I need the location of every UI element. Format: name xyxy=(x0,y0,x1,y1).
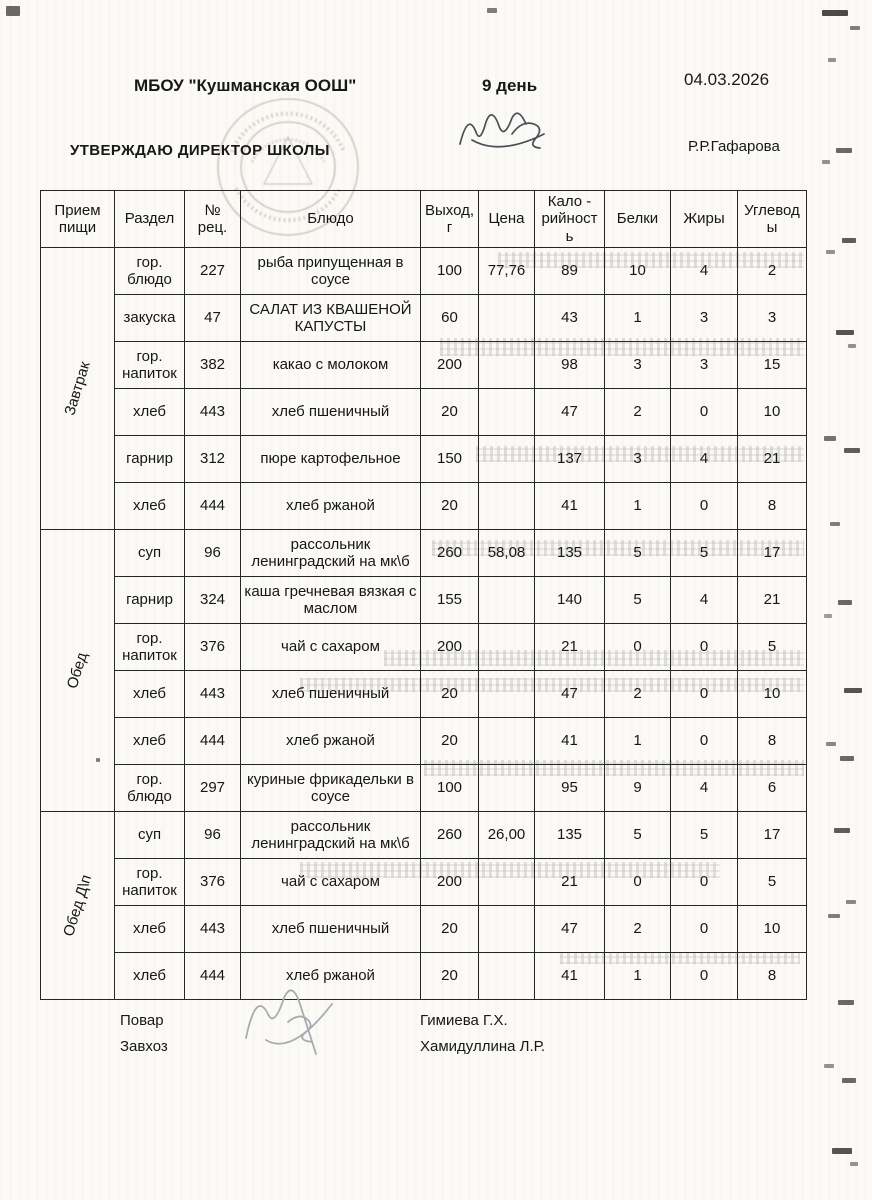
cell-carbs: 10 xyxy=(738,905,807,952)
column-header-dish: Блюдо xyxy=(241,191,421,248)
cell-dish: рассольник ленинградский на мк\б xyxy=(241,529,421,576)
cell-kcal: 95 xyxy=(535,764,605,811)
meal-group-label: Обед Д\п xyxy=(59,872,95,939)
cell-out: 150 xyxy=(421,435,479,482)
table-row xyxy=(41,764,807,811)
menu-date: 04.03.2026 xyxy=(684,70,770,89)
cell-carbs: 21 xyxy=(738,435,807,482)
cell-fat: 0 xyxy=(671,670,738,717)
cell-protein: 5 xyxy=(605,529,671,576)
cell-kcal: 41 xyxy=(535,717,605,764)
cell-fat: 4 xyxy=(671,435,738,482)
menu-table-body xyxy=(41,247,807,999)
cell-carbs: 8 xyxy=(738,952,807,999)
cell-protein: 9 xyxy=(605,764,671,811)
cell-razdel: гарнир xyxy=(115,576,185,623)
cell-fat: 4 xyxy=(671,764,738,811)
table-row xyxy=(41,905,807,952)
cell-protein: 2 xyxy=(605,905,671,952)
cell-out: 20 xyxy=(421,388,479,435)
cell-protein: 1 xyxy=(605,952,671,999)
cell-price xyxy=(479,952,535,999)
cell-carbs: 8 xyxy=(738,717,807,764)
cell-dish: пюре картофельное xyxy=(241,435,421,482)
cell-out: 155 xyxy=(421,576,479,623)
cell-razdel: гор. напиток xyxy=(115,341,185,388)
cell-price xyxy=(479,294,535,341)
cell-fat: 0 xyxy=(671,717,738,764)
footer-role-cook: Повар xyxy=(120,1012,164,1029)
cell-protein: 3 xyxy=(605,435,671,482)
scan-artifact xyxy=(834,828,850,833)
column-header-carbs: Углеводы xyxy=(738,191,807,248)
cell-rec: 382 xyxy=(185,341,241,388)
cell-rec: 96 xyxy=(185,811,241,858)
school-name: МБОУ "Кушманская ООШ" xyxy=(134,76,357,95)
cell-protein: 0 xyxy=(605,858,671,905)
cell-rec: 227 xyxy=(185,247,241,294)
cell-razdel: суп xyxy=(115,529,185,576)
footer-name-steward: Хамидуллина Л.Р. xyxy=(420,1038,545,1055)
cell-razdel: хлеб xyxy=(115,905,185,952)
cell-rec: 96 xyxy=(185,529,241,576)
scan-artifact xyxy=(848,344,856,348)
cell-price xyxy=(479,576,535,623)
meal-group-cell xyxy=(41,811,115,999)
scan-artifact xyxy=(832,1148,852,1154)
scan-artifact xyxy=(836,330,854,335)
table-row xyxy=(41,529,807,576)
column-header-price: Цена xyxy=(479,191,535,248)
cell-carbs: 8 xyxy=(738,482,807,529)
cell-razdel: гарнир xyxy=(115,435,185,482)
cell-kcal: 135 xyxy=(535,529,605,576)
cell-rec: 47 xyxy=(185,294,241,341)
table-row xyxy=(41,576,807,623)
table-row xyxy=(41,388,807,435)
scan-artifact xyxy=(828,58,836,62)
column-header-fat: Жиры xyxy=(671,191,738,248)
cell-rec: 376 xyxy=(185,623,241,670)
scan-artifact xyxy=(822,160,830,164)
cell-rec: 444 xyxy=(185,717,241,764)
scan-artifact xyxy=(824,1064,834,1068)
table-row xyxy=(41,341,807,388)
cell-carbs: 10 xyxy=(738,670,807,717)
cell-razdel: хлеб xyxy=(115,670,185,717)
table-row xyxy=(41,435,807,482)
scan-artifact xyxy=(826,742,836,746)
scan-artifact xyxy=(826,250,835,254)
column-header-output: Выход, г xyxy=(421,191,479,248)
cell-dish: хлеб пшеничный xyxy=(241,905,421,952)
cell-kcal: 140 xyxy=(535,576,605,623)
cell-price xyxy=(479,764,535,811)
cell-fat: 0 xyxy=(671,623,738,670)
cell-rec: 444 xyxy=(185,482,241,529)
cell-dish: чай с сахаром xyxy=(241,623,421,670)
cell-protein: 1 xyxy=(605,294,671,341)
table-row xyxy=(41,670,807,717)
column-header-section: Раздел xyxy=(115,191,185,248)
column-header-protein: Белки xyxy=(605,191,671,248)
cell-price xyxy=(479,858,535,905)
cell-rec: 297 xyxy=(185,764,241,811)
cell-out: 100 xyxy=(421,247,479,294)
meal-group-cell xyxy=(41,247,115,529)
cell-protein: 1 xyxy=(605,482,671,529)
cell-price xyxy=(479,388,535,435)
director-signature-icon xyxy=(452,104,562,162)
cell-fat: 4 xyxy=(671,576,738,623)
scan-artifact xyxy=(850,1162,858,1166)
cell-protein: 10 xyxy=(605,247,671,294)
cell-rec: 444 xyxy=(185,952,241,999)
table-row xyxy=(41,717,807,764)
director-name: Р.Р.Гафарова xyxy=(688,138,780,155)
cell-out: 20 xyxy=(421,670,479,717)
cell-price: 58,08 xyxy=(479,529,535,576)
cell-out: 200 xyxy=(421,341,479,388)
cell-razdel: хлеб xyxy=(115,388,185,435)
meal-group-label: Обед xyxy=(63,650,91,691)
cell-out: 260 xyxy=(421,529,479,576)
cell-kcal: 98 xyxy=(535,341,605,388)
table-row xyxy=(41,482,807,529)
cell-kcal: 47 xyxy=(535,905,605,952)
cell-dish: хлеб пшеничный xyxy=(241,670,421,717)
cell-fat: 0 xyxy=(671,482,738,529)
scan-artifact xyxy=(836,148,852,153)
table-row xyxy=(41,294,807,341)
cell-price xyxy=(479,717,535,764)
cell-price xyxy=(479,341,535,388)
cell-price: 77,76 xyxy=(479,247,535,294)
cell-price xyxy=(479,435,535,482)
cell-carbs: 10 xyxy=(738,388,807,435)
table-row xyxy=(41,858,807,905)
cell-protein: 2 xyxy=(605,670,671,717)
cell-protein: 3 xyxy=(605,341,671,388)
scan-artifact xyxy=(6,6,20,16)
table-row xyxy=(41,623,807,670)
cell-carbs: 5 xyxy=(738,858,807,905)
cell-razdel: гор. блюдо xyxy=(115,247,185,294)
cell-out: 60 xyxy=(421,294,479,341)
scan-artifact xyxy=(846,900,856,904)
cell-rec: 443 xyxy=(185,388,241,435)
cell-carbs: 3 xyxy=(738,294,807,341)
cell-kcal: 89 xyxy=(535,247,605,294)
cell-carbs: 2 xyxy=(738,247,807,294)
cell-fat: 0 xyxy=(671,905,738,952)
scan-artifact xyxy=(828,914,840,918)
cell-kcal: 47 xyxy=(535,388,605,435)
cell-dish: хлеб ржаной xyxy=(241,952,421,999)
cell-razdel: суп xyxy=(115,811,185,858)
scan-artifact xyxy=(850,26,860,30)
cell-rec: 376 xyxy=(185,858,241,905)
table-row xyxy=(41,952,807,999)
cell-carbs: 15 xyxy=(738,341,807,388)
cell-carbs: 5 xyxy=(738,623,807,670)
cell-kcal: 41 xyxy=(535,952,605,999)
cell-razdel: гор. блюдо xyxy=(115,764,185,811)
cell-carbs: 17 xyxy=(738,529,807,576)
footer-name-cook: Гимиева Г.Х. xyxy=(420,1012,508,1029)
cell-out: 200 xyxy=(421,858,479,905)
cell-out: 260 xyxy=(421,811,479,858)
cell-carbs: 6 xyxy=(738,764,807,811)
cell-out: 20 xyxy=(421,482,479,529)
meal-group-label: Завтрак xyxy=(61,359,94,418)
cell-kcal: 47 xyxy=(535,670,605,717)
footer-role-steward: Завхоз xyxy=(120,1038,168,1055)
cell-protein: 5 xyxy=(605,576,671,623)
cell-price xyxy=(479,482,535,529)
cell-out: 20 xyxy=(421,905,479,952)
cell-protein: 1 xyxy=(605,717,671,764)
scan-artifact xyxy=(842,238,856,243)
table-row xyxy=(41,811,807,858)
cell-rec: 443 xyxy=(185,905,241,952)
menu-table xyxy=(40,190,807,1000)
scan-artifact xyxy=(830,522,840,526)
cell-protein: 5 xyxy=(605,811,671,858)
cell-dish: хлеб пшеничный xyxy=(241,388,421,435)
scan-artifact xyxy=(844,448,860,453)
column-header-recipe: № рец. xyxy=(185,191,241,248)
cell-protein: 0 xyxy=(605,623,671,670)
cell-dish: САЛАТ ИЗ КВАШЕНОЙ КАПУСТЫ xyxy=(241,294,421,341)
scan-artifact xyxy=(840,756,854,761)
cell-kcal: 41 xyxy=(535,482,605,529)
cell-razdel: хлеб xyxy=(115,482,185,529)
cell-fat: 0 xyxy=(671,952,738,999)
cell-kcal: 21 xyxy=(535,858,605,905)
cell-rec: 324 xyxy=(185,576,241,623)
cell-fat: 5 xyxy=(671,529,738,576)
cell-dish: какао с молоком xyxy=(241,341,421,388)
scan-artifact xyxy=(824,436,836,441)
approval-line: УТВЕРЖДАЮ ДИРЕКТОР ШКОЛЫ xyxy=(70,142,330,159)
cell-dish: каша гречневая вязкая с маслом xyxy=(241,576,421,623)
cell-fat: 3 xyxy=(671,341,738,388)
cell-rec: 312 xyxy=(185,435,241,482)
cell-kcal: 137 xyxy=(535,435,605,482)
cell-fat: 0 xyxy=(671,388,738,435)
cell-dish: хлеб ржаной xyxy=(241,717,421,764)
cell-carbs: 17 xyxy=(738,811,807,858)
cell-dish: хлеб ржаной xyxy=(241,482,421,529)
scan-artifact xyxy=(838,1000,854,1005)
table-row xyxy=(41,247,807,294)
cell-rec: 443 xyxy=(185,670,241,717)
cell-price xyxy=(479,670,535,717)
cell-fat: 3 xyxy=(671,294,738,341)
cell-dish: рассольник ленинградский на мк\б xyxy=(241,811,421,858)
cell-razdel: хлеб xyxy=(115,717,185,764)
cell-fat: 4 xyxy=(671,247,738,294)
scan-artifact xyxy=(487,8,497,13)
column-header-meal: Прием пищи xyxy=(41,191,115,248)
meal-group-cell xyxy=(41,529,115,811)
scan-artifact xyxy=(824,614,832,618)
cell-dish: чай с сахаром xyxy=(241,858,421,905)
cell-fat: 0 xyxy=(671,858,738,905)
scan-artifact xyxy=(842,1078,856,1083)
cell-out: 100 xyxy=(421,764,479,811)
cell-carbs: 21 xyxy=(738,576,807,623)
table-header-row xyxy=(41,191,807,248)
scan-artifact xyxy=(838,600,852,605)
cell-dish: рыба припущенная в соусе xyxy=(241,247,421,294)
cell-razdel: хлеб xyxy=(115,952,185,999)
scan-artifact xyxy=(844,688,862,693)
cell-out: 200 xyxy=(421,623,479,670)
cell-kcal: 43 xyxy=(535,294,605,341)
cell-razdel: гор. напиток xyxy=(115,858,185,905)
cell-out: 20 xyxy=(421,952,479,999)
cell-protein: 2 xyxy=(605,388,671,435)
scan-artifact xyxy=(822,10,848,16)
cell-price xyxy=(479,905,535,952)
cell-dish: куриные фрикадельки в соусе xyxy=(241,764,421,811)
cell-kcal: 21 xyxy=(535,623,605,670)
menu-day: 9 день xyxy=(482,76,538,95)
cell-out: 20 xyxy=(421,717,479,764)
column-header-calories: Кало - рийность xyxy=(535,191,605,248)
cell-price xyxy=(479,623,535,670)
cell-kcal: 135 xyxy=(535,811,605,858)
cell-razdel: закуска xyxy=(115,294,185,341)
cell-fat: 5 xyxy=(671,811,738,858)
cell-price: 26,00 xyxy=(479,811,535,858)
cell-razdel: гор. напиток xyxy=(115,623,185,670)
